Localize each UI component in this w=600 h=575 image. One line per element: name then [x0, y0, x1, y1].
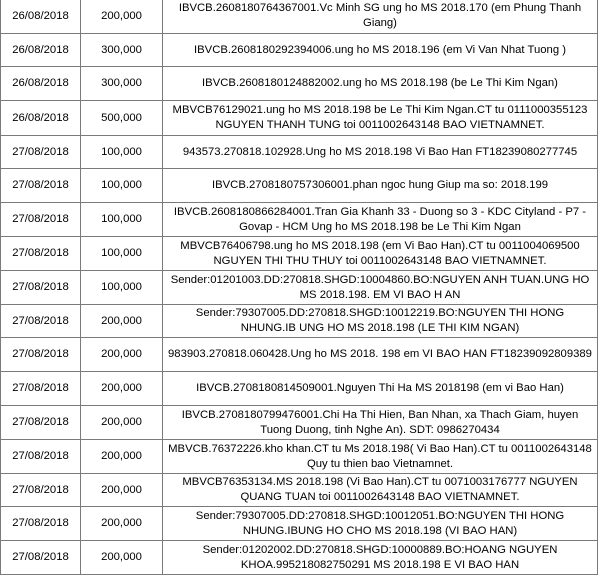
- description-cell: MBVCB76353134.MS 2018.198 (Vi Bao Han).CT tu 0071003176777 NGUYEN QUANG TUAN toi 0011002643148 BAO VIETNAMNET.: [163, 474, 598, 507]
- amount-cell: 100,000: [81, 271, 163, 305]
- table-row: [1, 440, 598, 474]
- description-cell: IBVCB.2608180292394006.ung ho MS 2018.196 (em Vi Van Nhat Tuong ): [163, 34, 598, 67]
- amount-cell: 500,000: [81, 101, 163, 136]
- table-row: [1, 305, 598, 338]
- amount-cell: 200,000: [81, 338, 163, 372]
- description-cell: 983903.270818.060428.Ung ho MS 2018. 198 em VI BAO HAN FT18239092809389: [163, 338, 598, 372]
- amount-cell: 100,000: [81, 203, 163, 237]
- description-cell: Sender:79307005.DD:270818.SHGD:10012051.BO:NGUYEN THI HONG NHUNG.IBUNG HO CHO MS 2018.198 (VI BAO HAN): [163, 507, 598, 541]
- amount-cell: 100,000: [81, 169, 163, 203]
- date-cell: 27/08/2018: [1, 136, 81, 169]
- table-row: [1, 136, 598, 169]
- date-cell: 26/08/2018: [1, 34, 81, 67]
- description-cell: IBVCB.2708180799476001.Chi Ha Thi Hien, Ban Nhan, xa Thach Giam, huyen Tuong Duong, tinh Nghe An). SDT: 0986270434: [163, 406, 598, 440]
- description-cell: MBVCB76406798.ung ho MS 2018.198 (em Vi Bao Han).CT tu 0011004069500 NGUYEN THI THU THUY toi 0011002643148 BAO VIETNAMNET.: [163, 237, 598, 271]
- amount-cell: 100,000: [81, 136, 163, 169]
- table-row: [1, 203, 598, 237]
- date-cell: 27/08/2018: [1, 271, 81, 305]
- table-row: [1, 67, 598, 101]
- description-cell: IBVCB.2708180814509001.Nguyen Thi Ha MS 2018198 (em vi Bao Han): [163, 372, 598, 406]
- amount-cell: 200,000: [81, 305, 163, 338]
- description-cell: IBVCB.2608180866284001.Tran Gia Khanh 33 - Duong so 3 - KDC Cityland - P7 - Govap - HCM Ung ho MS 2018.198 be Le Thi Kim Ngan: [163, 203, 598, 237]
- table-row: [1, 271, 598, 305]
- table-row: [1, 406, 598, 440]
- date-cell: 26/08/2018: [1, 0, 81, 34]
- date-cell: 27/08/2018: [1, 541, 81, 575]
- table-row: [1, 0, 598, 34]
- table-row: [1, 338, 598, 372]
- description-cell: IBVCB.2708180757306001.phan ngoc hung Giup ma so: 2018.199: [163, 169, 598, 203]
- amount-cell: 200,000: [81, 372, 163, 406]
- date-cell: 26/08/2018: [1, 101, 81, 136]
- amount-cell: 200,000: [81, 440, 163, 474]
- amount-cell: 200,000: [81, 541, 163, 575]
- table-row: [1, 507, 598, 541]
- date-cell: 26/08/2018: [1, 67, 81, 101]
- date-cell: 27/08/2018: [1, 440, 81, 474]
- table-row: [1, 34, 598, 67]
- amount-cell: 300,000: [81, 34, 163, 67]
- date-cell: 27/08/2018: [1, 474, 81, 507]
- description-cell: MBVCB.76372226.kho khan.CT tu Ms 2018.198( Vi Bao Han).CT tu 0011002643148 Quy tu thien bao Vietnamnet.: [163, 440, 598, 474]
- date-cell: 27/08/2018: [1, 338, 81, 372]
- date-cell: 27/08/2018: [1, 305, 81, 338]
- description-cell: IBVCB.2608180764367001.Vc Minh SG ung ho MS 2018.170 (em Phung Thanh Giang): [163, 0, 598, 34]
- table-row: [1, 237, 598, 271]
- amount-cell: 200,000: [81, 507, 163, 541]
- table-row: [1, 541, 598, 575]
- table-row: [1, 372, 598, 406]
- amount-cell: 200,000: [81, 0, 163, 34]
- description-cell: MBVCB76129021.ung ho MS 2018.198 be Le Thi Kim Ngan.CT tu 0111000355123 NGUYEN THANH TUNG toi 0011002643148 BAO VIETNAMNET.: [163, 101, 598, 136]
- date-cell: 27/08/2018: [1, 507, 81, 541]
- table-row: [1, 474, 598, 507]
- amount-cell: 300,000: [81, 67, 163, 101]
- description-cell: Sender:01201003.DD:270818.SHGD:10004860.BO:NGUYEN ANH TUAN.UNG HO MS 2018.198. EM VI BAO H AN: [163, 271, 598, 305]
- description-cell: 943573.270818.102928.Ung ho MS 2018.198 Vi Bao Han FT18239080277745: [163, 136, 598, 169]
- date-cell: 27/08/2018: [1, 169, 81, 203]
- amount-cell: 200,000: [81, 474, 163, 507]
- date-cell: 27/08/2018: [1, 237, 81, 271]
- amount-cell: 100,000: [81, 237, 163, 271]
- table-row: [1, 169, 598, 203]
- description-cell: IBVCB.2608180124882002.ung ho MS 2018.198 (be Le Thi Kim Ngan): [163, 67, 598, 101]
- date-cell: 27/08/2018: [1, 372, 81, 406]
- amount-cell: 200,000: [81, 406, 163, 440]
- description-cell: Sender:01202002.DD:270818.SHGD:10000889.BO:HOANG NGUYEN KHOA.995218082750291 MS 2018.198 E VI BAO HAN: [163, 541, 598, 575]
- date-cell: 27/08/2018: [1, 406, 81, 440]
- description-cell: Sender:79307005.DD:270818.SHGD:10012219.BO:NGUYEN THI HONG NHUNG.IB UNG HO MS 2018.198 (LE THI KIM NGAN): [163, 305, 598, 338]
- date-cell: 27/08/2018: [1, 203, 81, 237]
- table-row: [1, 101, 598, 136]
